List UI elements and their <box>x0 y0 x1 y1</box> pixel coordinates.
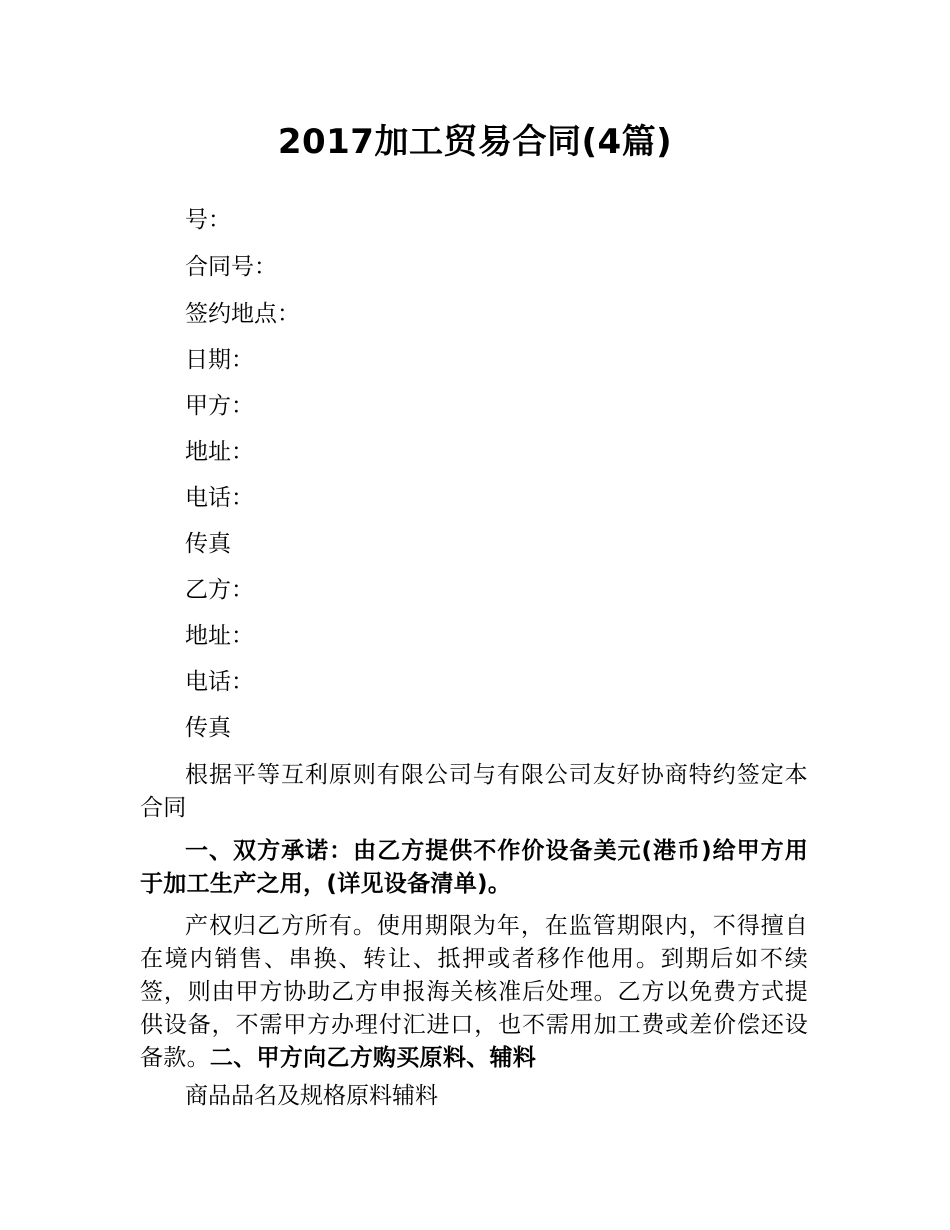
body-text: 产权归乙方所有。使用期限为年，在监管期限内，不得擅自在境内销售、串换、转让、抵押或者移作他用。到期后如不续签，则由甲方协助乙方申报海关核准后处理。乙方以免费方式提供设备，不需甲方办理付汇进口，也不需用加工费或差价偿还设备款。 <box>140 913 808 1071</box>
field-party-a-address: 地址： <box>185 439 254 465</box>
section-1-heading: 一、双方承诺：由乙方提供不作价设备美元(港币)给甲方用于加工生产之用，(详见设备清单)。 <box>140 838 808 897</box>
document-title: 2017加工贸易合同(4篇) <box>277 122 673 162</box>
field-party-b-fax: 传真 <box>185 715 231 741</box>
field-contract-number: 合同号： <box>185 254 277 280</box>
field-signing-place: 签约地点： <box>185 301 300 327</box>
field-party-b: 乙方： <box>185 577 254 603</box>
field-date: 日期： <box>185 347 254 373</box>
goods-line: 商品品名及规格原料辅料 <box>185 1083 438 1109</box>
intro-paragraph: 根据平等互利原则有限公司与有限公司友好协商特约签定本合同 <box>140 762 808 821</box>
section-2-heading: 二、甲方向乙方购买原料、辅料 <box>209 1045 537 1071</box>
field-party-a: 甲方： <box>185 393 254 419</box>
field-party-a-phone: 电话： <box>185 485 254 511</box>
field-party-b-address: 地址： <box>185 623 254 649</box>
body-paragraph <box>140 910 808 1075</box>
field-party-a-fax: 传真 <box>185 531 231 557</box>
field-party-b-phone: 电话： <box>185 669 254 695</box>
field-number: 号： <box>185 207 231 233</box>
